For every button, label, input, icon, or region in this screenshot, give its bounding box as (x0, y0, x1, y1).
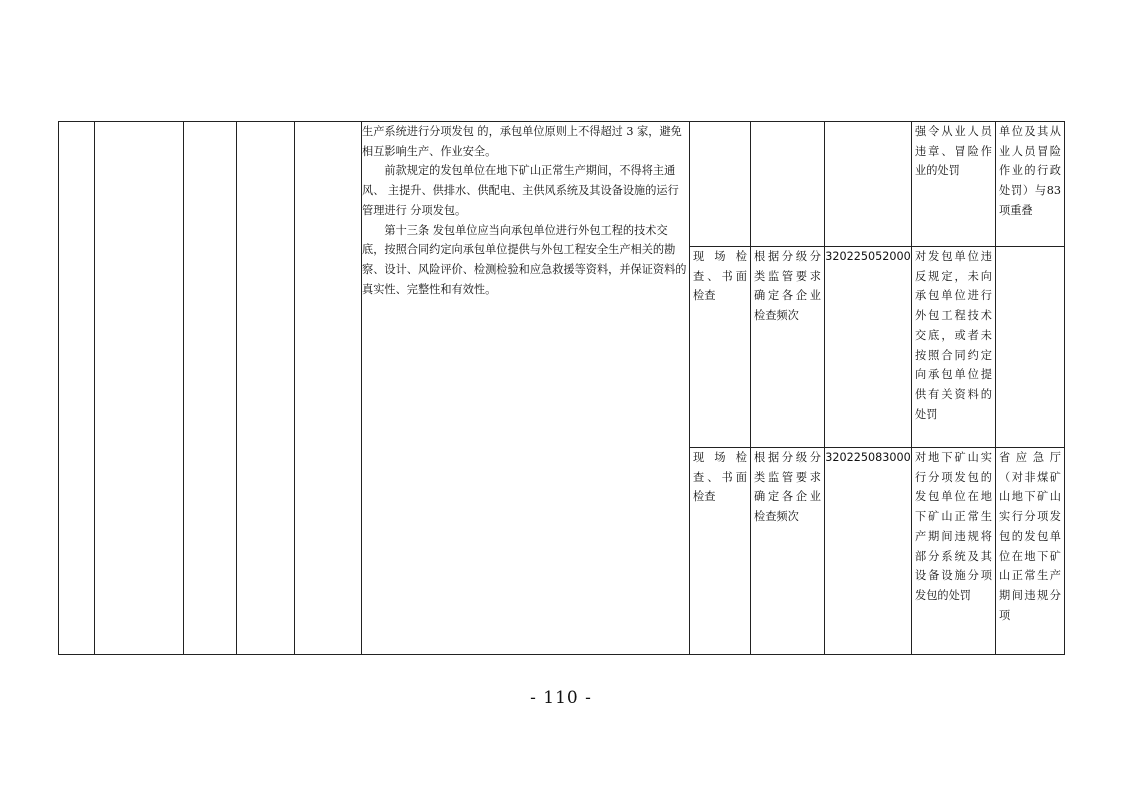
inspection-method-cell: 现场检查、书面检查 (690, 448, 751, 655)
legal-basis-paragraph: 生产系统进行分项发包 的，承包单位原则上不得超过 3 家，避免相互影响生产、作业安全。 (362, 125, 682, 158)
inspection-frequency-cell: 根据分级分类监管要求确定各企业检查频次 (751, 448, 825, 655)
remark-cell: 省应急厅（对非煤矿山地下矿山实行分项发包的发包单位在地下矿山正常生产期间违规分项 (996, 448, 1065, 655)
remark-cell (996, 247, 1065, 448)
inspection-frequency-cell: 根据分级分类监管要求确定各企业检查频次 (751, 247, 825, 448)
inspection-frequency-cell (751, 122, 825, 247)
table-row (59, 122, 1065, 247)
table-cell (295, 122, 362, 655)
penalty-item-cell: 对地下矿山实行分项发包的发包单位在地下矿山正常生产期间违规将部分系统及其设备设施分项发包的处罚 (912, 448, 996, 655)
penalty-item-cell: 对发包单位违反规定，未向承包单位进行外包工程技术交底，或者未按照合同约定向承包单位提供有关资料的处罚 (912, 247, 996, 448)
table-cell (184, 122, 237, 655)
inspection-method-cell: 现场检查、书面检查 (690, 247, 751, 448)
remark-cell: 单位及其从业人员冒险作业的行政处罚）与83项重叠 (996, 122, 1065, 247)
inspection-method-cell (690, 122, 751, 247)
table-cell (95, 122, 184, 655)
table-cell (237, 122, 295, 655)
legal-basis-cell (362, 122, 690, 655)
item-code-cell (825, 122, 912, 247)
page-number: - 110 - (530, 688, 592, 708)
item-code-cell: 320225052000 (825, 247, 912, 448)
legal-basis-paragraph: 第十三条 发包单位应当向承包单位进行外包工程的技术交底，按照合同约定向承包单位提供与外包工程安全生产相关的勘察、设计、风险评价、检测检验和应急救援等资料，并保证资料的真实性、完整性和有效性。 (362, 223, 687, 296)
penalty-item-cell: 强令从业人员违章、冒险作业的处罚 (912, 122, 996, 247)
enforcement-table (58, 121, 1065, 655)
table-cell (59, 122, 95, 655)
item-code-cell: 320225083000 (825, 448, 912, 655)
legal-basis-paragraph: 前款规定的发包单位在地下矿山正常生产期间，不得将主通风、 主提升、供排水、供配电、主供风系统及其设备设施的运行管理进行 分项发包。 (362, 164, 679, 217)
